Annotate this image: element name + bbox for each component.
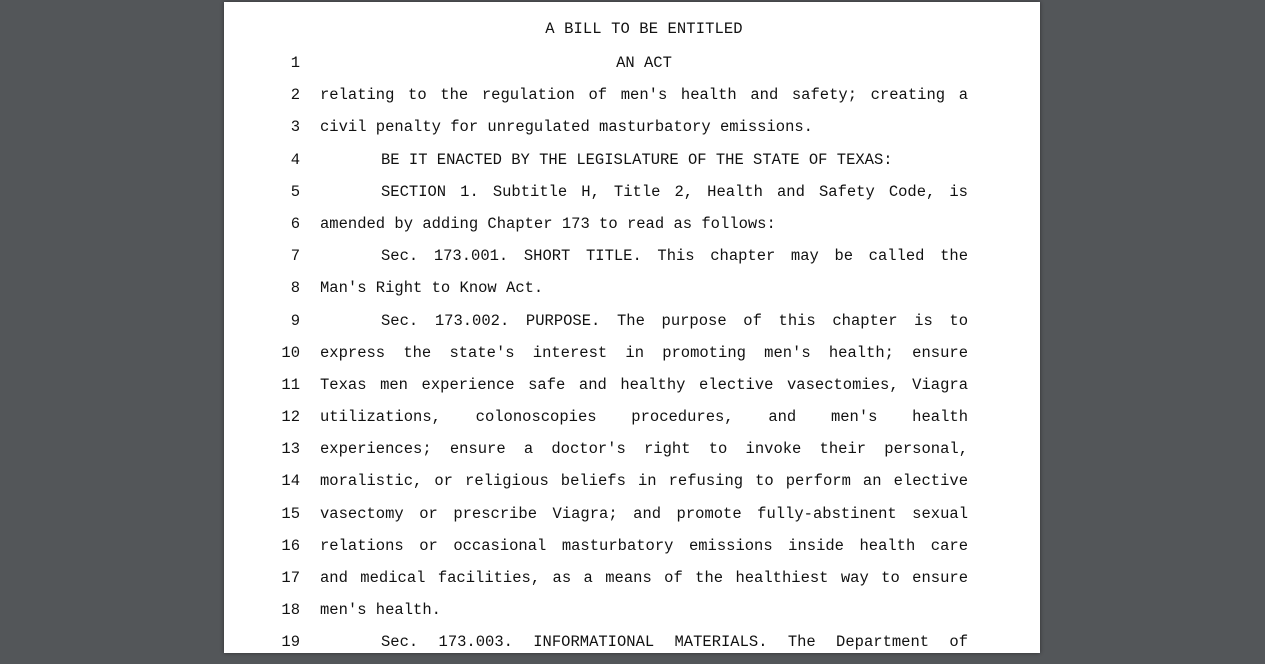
line-number: 9 (290, 311, 300, 330)
line-number: 8 (290, 279, 300, 298)
document-line (224, 438, 1040, 470)
document-line (224, 116, 1040, 148)
line-number: 16 (281, 536, 300, 555)
document-line (224, 374, 1040, 406)
document-line (224, 342, 1040, 374)
line-text: utilizations, colonoscopies procedures, and men's health (320, 408, 968, 427)
document-page (224, 2, 1040, 653)
line-text: men's health. (320, 601, 441, 620)
document-line (224, 52, 1040, 84)
line-number: 19 (281, 633, 300, 652)
line-number: 14 (281, 472, 300, 491)
document-line (224, 406, 1040, 438)
line-number: 13 (281, 440, 300, 459)
document-line (224, 567, 1040, 599)
line-text: Sec. 173.003. INFORMATIONAL MATERIALS. The Department of (381, 633, 968, 652)
line-number: 10 (281, 343, 300, 362)
line-text: AN ACT (616, 54, 672, 72)
line-number: 17 (281, 569, 300, 587)
line-text: Texas men experience safe and healthy elective vasectomies, Viagra (320, 375, 968, 394)
line-text: express the state's interest in promoting men's health; ensure (320, 343, 968, 362)
line-text: relations or occasional masturbatory emissions inside health care (320, 536, 968, 555)
document-line (224, 213, 1040, 245)
line-number: 5 (290, 182, 300, 201)
line-number: 11 (281, 375, 300, 394)
line-number: 4 (290, 150, 300, 169)
line-text: experiences; ensure a doctor's right to invoke their personal, (320, 440, 968, 459)
line-text: moralistic, or religious beliefs in refusing to perform an elective (320, 472, 968, 491)
line-number: 1 (290, 54, 300, 72)
line-number: 2 (290, 86, 300, 105)
line-text: vasectomy or prescribe Viagra; and promote fully-abstinent sexual (320, 504, 968, 523)
document-line (224, 631, 1040, 663)
line-number: 3 (290, 118, 300, 137)
line-number: 12 (281, 408, 300, 427)
line-text: Sec. 173.002. PURPOSE. The purpose of this chapter is to (381, 311, 968, 330)
document-line (224, 245, 1040, 277)
document-line (224, 599, 1040, 631)
line-text: SECTION 1. Subtitle H, Title 2, Health and Safety Code, is (381, 182, 968, 201)
document-line (224, 470, 1040, 502)
line-text: relating to the regulation of men's health and safety; creating a (320, 86, 968, 105)
line-number: 18 (281, 601, 300, 620)
line-text: civil penalty for unregulated masturbatory emissions. (320, 118, 813, 137)
document-line (224, 503, 1040, 535)
line-number: 15 (281, 504, 300, 523)
document-line (224, 277, 1040, 309)
numbered-lines (224, 52, 1040, 664)
document-line (224, 310, 1040, 342)
line-number: 7 (290, 247, 300, 266)
line-text: Sec. 173.001. SHORT TITLE. This chapter may be called the (381, 247, 968, 266)
document-line (224, 181, 1040, 213)
document-line (224, 149, 1040, 181)
line-text: Man's Right to Know Act. (320, 279, 544, 298)
bill-heading: A BILL TO BE ENTITLED (545, 20, 743, 38)
line-text: and medical facilities, as a means of the healthiest way to ensure (320, 569, 968, 587)
document-line (224, 84, 1040, 116)
line-text: amended by adding Chapter 173 to read as follows: (320, 214, 776, 233)
document-line (224, 535, 1040, 567)
line-number: 6 (290, 214, 300, 233)
line-text: BE IT ENACTED BY THE LEGISLATURE OF THE STATE OF TEXAS: (381, 150, 893, 169)
